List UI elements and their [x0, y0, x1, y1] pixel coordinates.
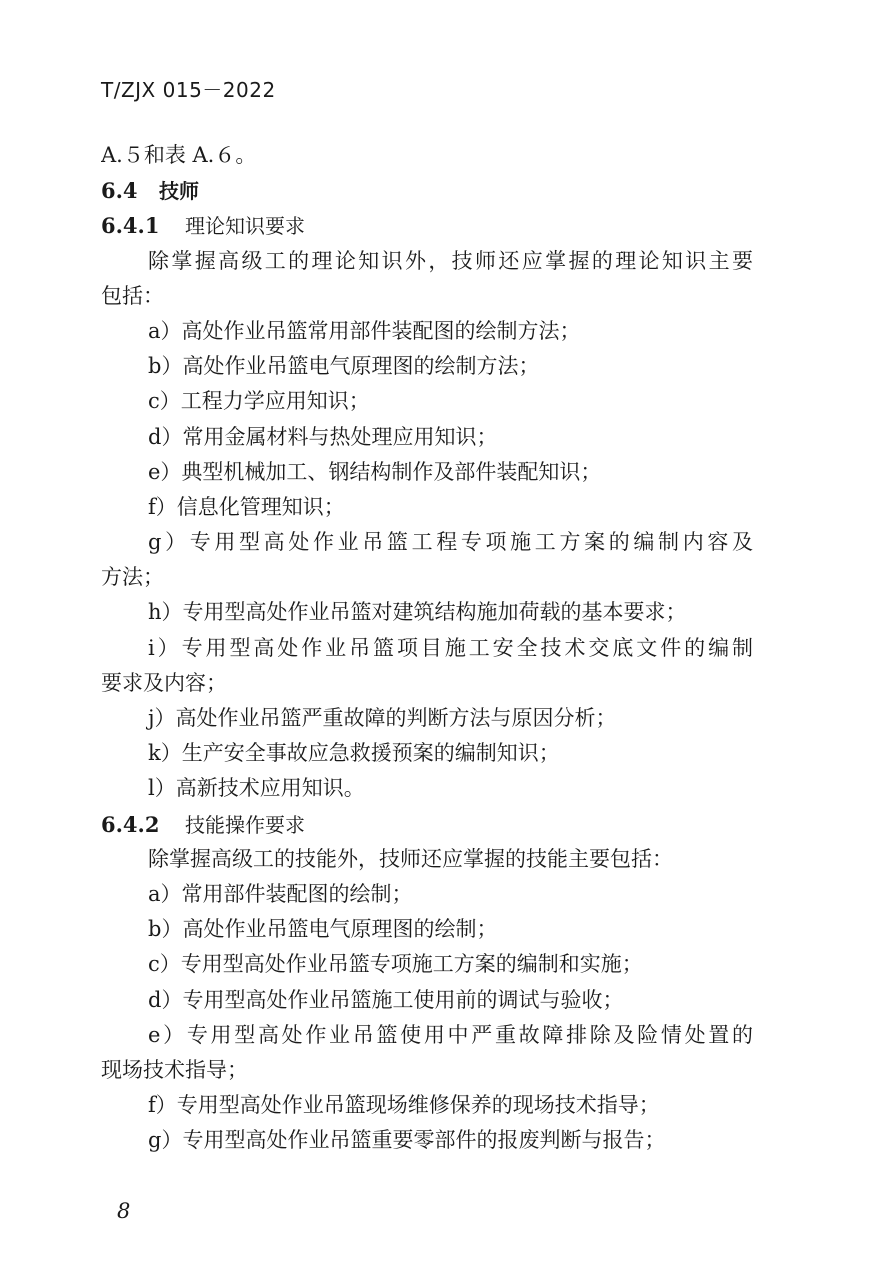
- intro-line: A.５和表 A.６。: [101, 143, 257, 167]
- section-number: 6.4.2: [101, 811, 160, 837]
- list-item: f）信息化管理知识；: [148, 494, 345, 519]
- list-item: l）高新技术应用知识。: [148, 776, 365, 801]
- list-item: b）高处作业吊篮电气原理图的绘制方法；: [148, 354, 540, 379]
- list-item: c）专用型高处作业吊篮专项施工方案的编制和实施；: [148, 952, 643, 977]
- list-item: g）专用型高处作业吊篮工程专项施工方案的编制内容及: [148, 530, 753, 555]
- page-body: [101, 138, 753, 1158]
- document-code: T/ZJX 015－2022: [101, 78, 276, 102]
- section-6-4-2-heading: [101, 807, 753, 842]
- list-item: g）专用型高处作业吊篮重要零部件的报废判断与报告；: [148, 1128, 666, 1153]
- list-item: e）典型机械加工、钢结构制作及部件装配知识；: [148, 459, 602, 484]
- section-number: 6.4: [101, 178, 138, 204]
- list-item-continuation: 要求及内容；: [101, 670, 227, 695]
- paragraph-line: 包括：: [101, 283, 164, 308]
- section-6-4-heading: [101, 173, 753, 208]
- list-item-continuation: 方法；: [101, 565, 164, 590]
- page-number: 8: [117, 1199, 131, 1223]
- list-item: d）专用型高处作业吊篮施工使用前的调试与验收；: [148, 987, 624, 1012]
- list-item: f）专用型高处作业吊篮现场维修保养的现场技术指导；: [148, 1093, 660, 1118]
- list-item-continuation: 现场技术指导；: [101, 1057, 248, 1082]
- list-item: d）常用金属材料与热处理应用知识；: [148, 424, 498, 449]
- list-item: b）高处作业吊篮电气原理图的绘制；: [148, 917, 498, 942]
- list-item: h）专用型高处作业吊篮对建筑结构施加荷载的基本要求；: [148, 600, 687, 625]
- list-item: j）高处作业吊篮严重故障的判断方法与原因分析；: [148, 706, 617, 730]
- paragraph-line: 除掌握高级工的理论知识外，技师还应掌握的理论知识主要: [148, 248, 753, 273]
- list-item: i）专用型高处作业吊篮项目施工安全技术交底文件的编制: [148, 635, 753, 660]
- section-title: 技能操作要求: [185, 812, 305, 837]
- section-title: 技师: [159, 179, 199, 204]
- section-title: 理论知识要求: [185, 214, 305, 239]
- list-item: k）生产安全事故应急救援预案的编制知识；: [148, 741, 560, 766]
- section-number: 6.4.1: [101, 213, 160, 239]
- list-item: e）专用型高处作业吊篮使用中严重故障排除及险情处置的: [148, 1022, 753, 1047]
- list-item: c）工程力学应用知识；: [148, 389, 370, 414]
- list-item: a）常用部件装配图的绘制；: [148, 881, 413, 906]
- section-6-4-1-heading: [101, 208, 753, 243]
- list-item: a）高处作业吊篮常用部件装配图的绘制方法；: [148, 318, 581, 343]
- paragraph-line: 除掌握高级工的技能外，技师还应掌握的技能主要包括：: [148, 846, 673, 871]
